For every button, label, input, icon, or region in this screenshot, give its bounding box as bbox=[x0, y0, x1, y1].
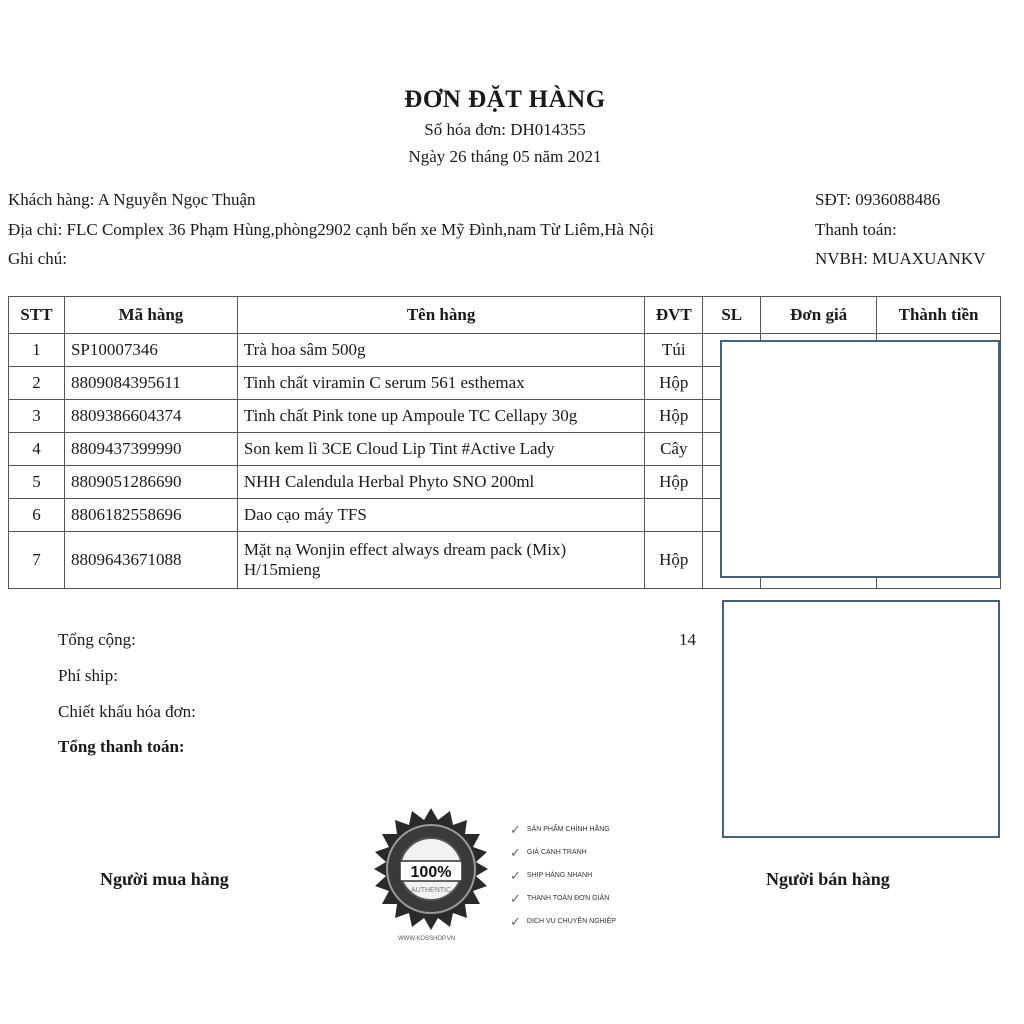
total-quantity: 14 bbox=[679, 630, 696, 649]
list-item bbox=[510, 887, 616, 910]
benefit-text: SHIP HÀNG NHANH bbox=[526, 872, 593, 879]
grand-total-label: Tổng thanh toán: bbox=[58, 737, 185, 756]
row-name: Tinh chất Pink tone up Ampoule TC Cellapy 30g bbox=[237, 400, 644, 433]
benefit-text: DỊCH VỤ CHUYÊN NGHIỆP bbox=[526, 918, 616, 925]
discount-label: Chiết khấu hóa đơn: bbox=[58, 702, 196, 721]
benefit-text: SẢN PHẨM CHÍNH HÃNG bbox=[526, 826, 610, 833]
row-name: Dao cạo máy TFS bbox=[237, 499, 644, 532]
row-name: Tinh chất viramin C serum 561 esthemax bbox=[237, 367, 644, 400]
row-name: Son kem lì 3CE Cloud Lip Tint #Active Lady bbox=[237, 433, 644, 466]
list-item bbox=[510, 818, 616, 841]
row-unit: Cây bbox=[645, 433, 703, 466]
header-unit: ĐVT bbox=[645, 297, 703, 334]
checkmark-icon: ✓ bbox=[510, 867, 521, 883]
customer-address: Địa chỉ: FLC Complex 36 Phạm Hùng,phòng2902 cạnh bến xe Mỹ Đình,nam Từ Liêm,Hà Nội bbox=[8, 220, 654, 239]
shop-website: WWW.KOSSHOP.VN bbox=[398, 936, 456, 942]
row-name: NHH Calendula Herbal Phyto SNO 200ml bbox=[237, 466, 644, 499]
checkmark-icon: ✓ bbox=[510, 821, 521, 837]
row-unit: Hộp bbox=[645, 532, 703, 589]
buyer-signature-label: Người mua hàng bbox=[100, 869, 229, 889]
benefit-text: GIÁ CẠNH TRANH bbox=[526, 849, 587, 856]
row-code: 8809051286690 bbox=[64, 466, 237, 499]
row-stt: 2 bbox=[9, 367, 65, 400]
checkmark-icon: ✓ bbox=[510, 913, 521, 929]
header-unit-price: Đơn giá bbox=[761, 297, 877, 334]
seal-subtext: AUTHENTIC bbox=[410, 887, 452, 894]
row-stt: 5 bbox=[9, 466, 65, 499]
order-date: Ngày 26 tháng 05 năm 2021 bbox=[408, 147, 602, 166]
authentic-seal-icon bbox=[368, 806, 494, 932]
header-qty: SL bbox=[703, 297, 761, 334]
row-stt: 7 bbox=[9, 532, 65, 589]
seal-percent: 100% bbox=[410, 864, 452, 881]
redaction-box-totals bbox=[722, 600, 1000, 838]
list-item bbox=[510, 910, 616, 933]
row-code: 8806182558696 bbox=[64, 499, 237, 532]
table-header-row bbox=[9, 297, 1001, 334]
customer-name: Khách hàng: A Nguyễn Ngọc Thuận bbox=[8, 190, 256, 209]
row-name: Mặt nạ Wonjin effect always dream pack (Mix) H/15mieng bbox=[237, 532, 644, 589]
benefit-list bbox=[510, 818, 616, 933]
row-unit: Hộp bbox=[645, 400, 703, 433]
shipping-label: Phí ship: bbox=[58, 666, 118, 685]
row-code: 8809084395611 bbox=[64, 367, 237, 400]
seller-code: NVBH: MUAXUANKV bbox=[815, 249, 986, 268]
total-label: Tổng cộng: bbox=[58, 630, 136, 649]
row-stt: 4 bbox=[9, 433, 65, 466]
row-stt: 1 bbox=[9, 334, 65, 367]
row-unit bbox=[645, 499, 703, 532]
invoice-number: Số hóa đơn: DH014355 bbox=[424, 120, 586, 139]
row-code: 8809643671088 bbox=[64, 532, 237, 589]
row-name: Trà hoa sâm 500g bbox=[237, 334, 644, 367]
list-item bbox=[510, 841, 616, 864]
header-amount: Thành tiền bbox=[877, 297, 1001, 334]
benefit-text: THANH TOÁN ĐƠN GIẢN bbox=[526, 895, 610, 902]
row-unit: Hộp bbox=[645, 367, 703, 400]
customer-phone: SĐT: 0936088486 bbox=[815, 190, 941, 209]
header-stt: STT bbox=[9, 297, 65, 334]
row-unit: Túi bbox=[645, 334, 703, 367]
row-code: 8809386604374 bbox=[64, 400, 237, 433]
row-stt: 6 bbox=[9, 499, 65, 532]
payment-method: Thanh toán: bbox=[815, 220, 897, 239]
seller-signature-label: Người bán hàng bbox=[766, 869, 890, 889]
checkmark-icon: ✓ bbox=[510, 844, 521, 860]
list-item bbox=[510, 864, 616, 887]
row-code: SP10007346 bbox=[64, 334, 237, 367]
header-name: Tên hàng bbox=[237, 297, 644, 334]
order-note: Ghi chú: bbox=[8, 249, 68, 268]
redaction-box-prices bbox=[720, 340, 1000, 578]
header-code: Mã hàng bbox=[64, 297, 237, 334]
document-title: ĐƠN ĐẶT HÀNG bbox=[404, 86, 606, 113]
row-unit: Hộp bbox=[645, 466, 703, 499]
checkmark-icon: ✓ bbox=[510, 890, 521, 906]
row-stt: 3 bbox=[9, 400, 65, 433]
row-code: 8809437399990 bbox=[64, 433, 237, 466]
